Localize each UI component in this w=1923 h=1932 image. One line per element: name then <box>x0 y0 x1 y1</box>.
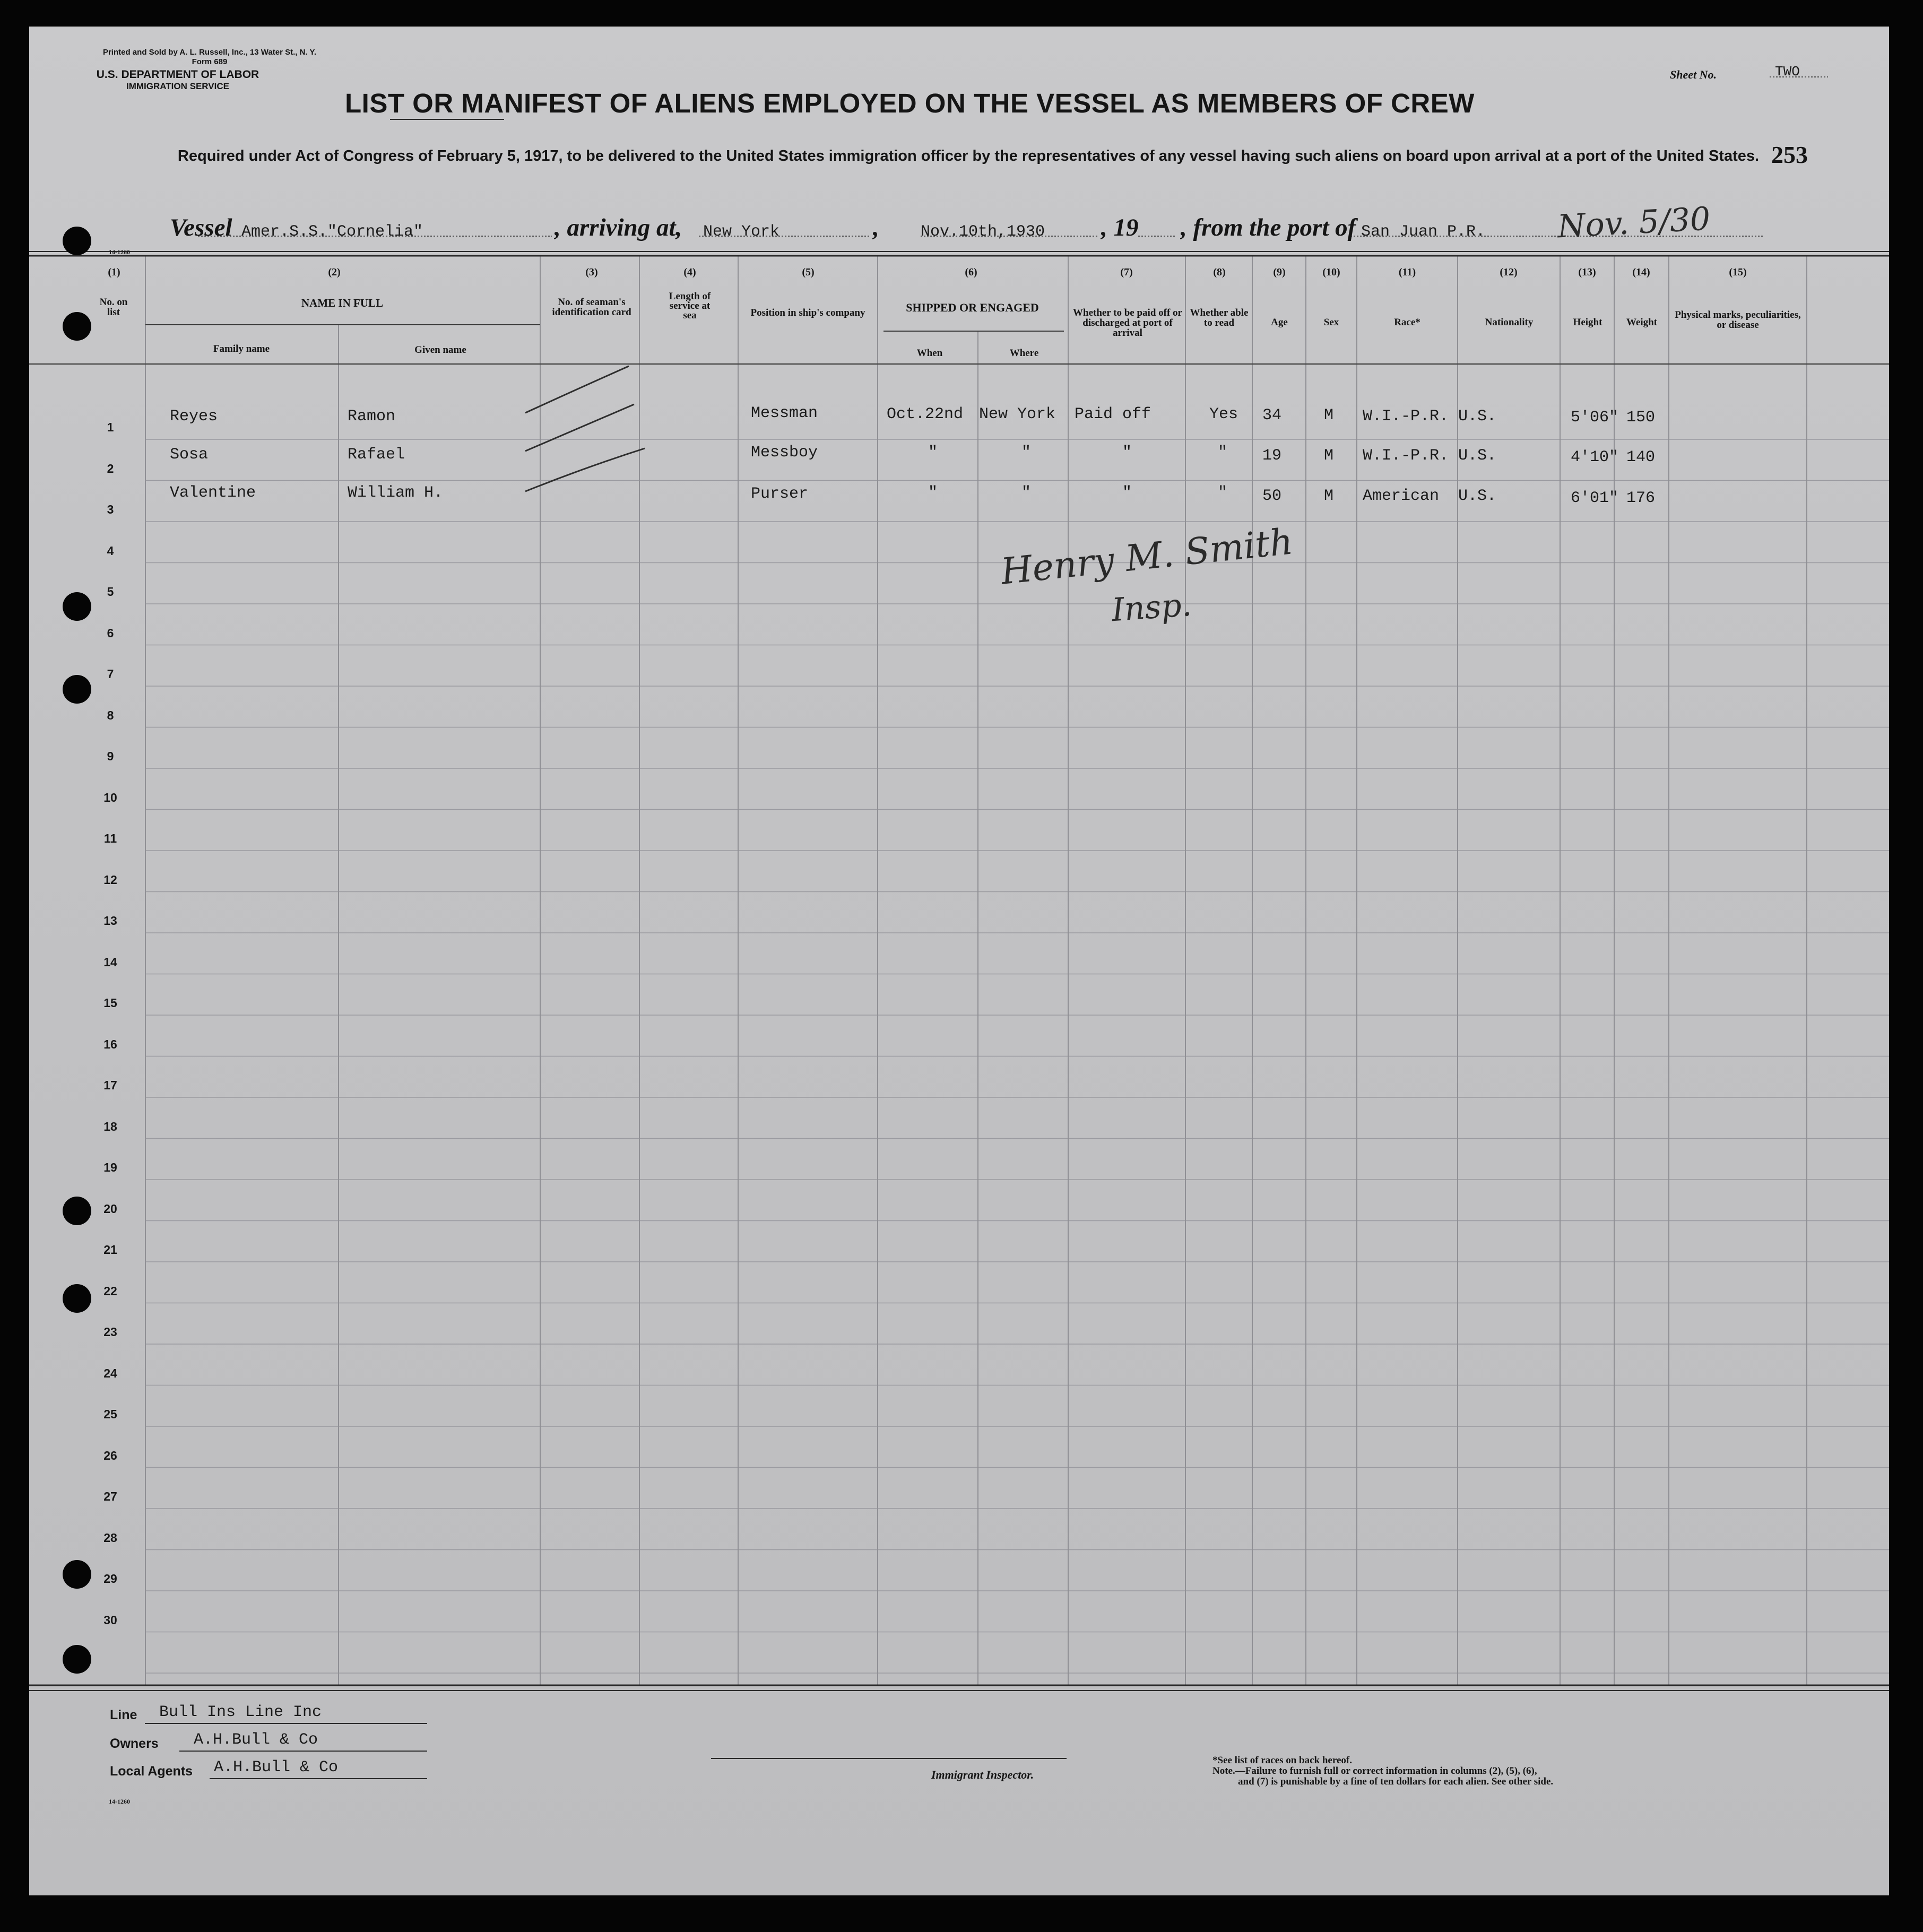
race: W.I.-P.R. <box>1363 408 1449 426</box>
given-name: Rafael <box>348 446 405 464</box>
age: 50 <box>1262 487 1282 505</box>
col4-header: Length of service at sea <box>669 291 711 321</box>
row-number-26: 26 <box>103 1448 117 1462</box>
able-to-read: " <box>1218 444 1228 462</box>
row-number-15: 15 <box>103 996 117 1010</box>
footnote-races: *See list of races on back hereof. <box>1212 1755 1352 1766</box>
vessel-value: Amer.S.S."Cornelia" <box>241 223 423 241</box>
binder-hole <box>63 592 91 621</box>
col3-header: No. of seaman's identification card <box>552 297 631 318</box>
col12-header: Nationality <box>1485 317 1534 328</box>
race: American <box>1363 487 1440 505</box>
col6-header: SHIPPED OR ENGAGED <box>906 301 1039 314</box>
binder-hole <box>63 675 91 704</box>
row-number-3: 3 <box>107 503 114 516</box>
paid-off: " <box>1122 444 1132 462</box>
family-name: Reyes <box>170 408 218 426</box>
col15-number: (15) <box>1729 266 1747 278</box>
col11-header: Race* <box>1394 317 1420 328</box>
col7-number: (7) <box>1120 266 1133 278</box>
row-number-27: 27 <box>103 1489 117 1503</box>
row-number-6: 6 <box>107 626 114 640</box>
position: Messboy <box>751 444 818 462</box>
col1-number: (1) <box>108 266 120 278</box>
row-number-7: 7 <box>107 667 114 681</box>
col13-header: Height <box>1573 317 1602 328</box>
row-number-5: 5 <box>107 585 114 599</box>
col3-number: (3) <box>585 266 598 278</box>
shipped-when: " <box>928 484 938 502</box>
able-to-read: " <box>1218 484 1228 502</box>
line-value: Bull Ins Line Inc <box>159 1703 322 1721</box>
vessel-label: Vessel <box>170 214 232 241</box>
arriving-value: New York <box>703 223 780 241</box>
manifest-sheet: Printed and Sold by A. L. Russell, Inc., 13 Water St., N. Y. Form 689 U.S. DEPARTMENT OF LABOR IMMIGRATION SERVICE LIST OR MANIFEST OF ALIENS EMPLOYED ON THE VESSEL AS MEMBERS OF CREW Required under Act of Congress of February 5, 1917, to be delivered to the United States immigration officer by the representatives of any vessel having such aliens on board upon arrival at a port of the United States. Sheet No. TWO 253 14-1260 Vessel Amer.S.S."Cornelia" , arriving at, New York , Nov.10th,1930 , 19 , from the port of San Juan P.R. Nov. 5/30 (1) (2) (3) (4) (5) (6) (7) (8) (9) (10) (11) (12) (13) (14) (15) No. on list NAME IN FULL Family name Given name No. of seaman's identification card Length of service at sea Position in ship's company SHIPPED OR ENGAGED When Where Whether to be paid off or discharged at port of arrival Whether able to read Age Sex Race* Nationality Height Weight Physical marks, peculiarities, or disease 1 2 3 4 5 6 7 8 9 10 11 12 13 14 15 16 17 18 19 20 21 22 23 24 25 26 27 28 29 30 Reyes Ramon Messman Oct.22nd New York Paid off Yes 34 M W.I.-P.R. U.S. 5'06" 150 Sosa Rafael Messboy " " " " 19 M W.I.-P.R. U.S. 4'10" 140 Valentine William H. Purser " " " " 50 M American U.S. 6'01" 176 Henry M. Smith Insp. Line Bull Ins Line Inc Owners A.H.Bull & Co Local Agents A.H.Bull & Co 14-1260 Immigrant Inspector. *See list of races on back hereof. Note.—Failure to furnish full or correct information in columns (2), (5), (6), and (7) is punishable by a fine of ten dollars for each alien. See other side. <box>29 27 1889 1895</box>
given-name: William H. <box>348 484 444 502</box>
binder-hole <box>63 1197 91 1225</box>
line-label: Line <box>110 1708 137 1722</box>
weight: 176 <box>1626 489 1656 507</box>
height: 6'01" <box>1571 489 1619 507</box>
row-number-28: 28 <box>103 1530 117 1545</box>
row-number-11: 11 <box>103 831 117 845</box>
shipped-where: New York <box>979 405 1056 423</box>
weight: 150 <box>1626 409 1656 427</box>
form-code: 14-1260 <box>109 248 130 256</box>
given-name: Ramon <box>348 408 396 426</box>
col13-number: (13) <box>1578 266 1596 278</box>
col4-number: (4) <box>683 266 696 278</box>
department-name: U.S. DEPARTMENT OF LABOR <box>96 68 259 81</box>
when-header: When <box>916 348 943 359</box>
footnotes <box>1212 1755 1553 1787</box>
row-number-14: 14 <box>103 955 117 969</box>
family-name: Valentine <box>170 484 256 502</box>
row-number-20: 20 <box>103 1201 117 1216</box>
arriving-label: , arriving at, <box>555 214 682 241</box>
nationality: U.S. <box>1458 447 1497 465</box>
binder-hole <box>63 1560 91 1589</box>
col11-number: (11) <box>1398 266 1416 278</box>
sex: M <box>1324 487 1334 505</box>
col6-number: (6) <box>965 266 977 278</box>
row-number-4: 4 <box>107 543 114 558</box>
printer-line: Printed and Sold by A. L. Russell, Inc., 13 Water St., N. Y. <box>102 48 317 57</box>
binder-hole <box>63 227 91 255</box>
sex: M <box>1324 447 1334 465</box>
col8-header: Whether able to read <box>1190 307 1249 328</box>
race: W.I.-P.R. <box>1363 447 1449 465</box>
nationality: U.S. <box>1458 408 1497 426</box>
row-number-1: 1 <box>107 420 114 434</box>
height: 5'06" <box>1571 409 1619 427</box>
inspector-signature-title: Insp. <box>1110 586 1193 629</box>
column3-ticks <box>525 366 645 491</box>
printer-imprint <box>88 48 332 67</box>
form-number: Form 689 <box>192 57 228 66</box>
row-number-30: 30 <box>103 1613 117 1627</box>
sheet-number-value: TWO <box>1775 64 1800 80</box>
row-number-13: 13 <box>103 914 117 928</box>
col14-header: Weight <box>1626 317 1658 328</box>
where-header: Where <box>1009 348 1039 359</box>
sheet-number-label: Sheet No. <box>1670 68 1717 81</box>
weight: 140 <box>1626 448 1656 466</box>
shipped-when: " <box>928 444 938 462</box>
row-number-21: 21 <box>103 1243 117 1257</box>
footnote-penalty-1: Note.—Failure to furnish full or correct information in columns (2), (5), (6), <box>1212 1765 1537 1777</box>
family-name-header: Family name <box>213 343 270 354</box>
family-name: Sosa <box>170 446 209 464</box>
col2-number: (2) <box>328 266 341 278</box>
col5-header: Position in ship's company <box>750 307 865 318</box>
from-port-label: , from the port of <box>1181 214 1356 241</box>
inspector-signature: Henry M. Smith <box>999 521 1295 593</box>
given-name-header: Given name <box>414 344 466 356</box>
page-subtitle: Required under Act of Congress of February 5, 1917, to be delivered to the United States immigration officer by the representatives of any vessel having such aliens on board upon arrival at a port of the United States. <box>177 148 1760 164</box>
footer-form-code: 14-1260 <box>109 1798 130 1805</box>
col5-number: (5) <box>802 266 815 278</box>
year-label: , 19 <box>1101 214 1139 241</box>
col10-number: (10) <box>1322 266 1340 278</box>
binder-hole <box>63 1645 91 1674</box>
row-number-24: 24 <box>103 1366 117 1380</box>
col12-number: (12) <box>1500 266 1518 278</box>
paid-off: Paid off <box>1075 405 1151 423</box>
row-number-18: 18 <box>103 1119 117 1133</box>
height: 4'10" <box>1571 448 1619 466</box>
col9-number: (9) <box>1273 266 1286 278</box>
row-number-9: 9 <box>107 749 114 763</box>
row-number-16: 16 <box>103 1037 117 1051</box>
row-number-8: 8 <box>107 708 114 722</box>
local-agents-label: Local Agents <box>110 1764 193 1779</box>
row-number-10: 10 <box>103 790 117 804</box>
owners-value: A.H.Bull & Co <box>194 1731 318 1749</box>
owners-label: Owners <box>110 1736 159 1751</box>
immigrant-inspector-label: Immigrant Inspector. <box>931 1768 1034 1781</box>
row-number-23: 23 <box>103 1325 117 1339</box>
from-port-value: San Juan P.R. <box>1361 223 1486 241</box>
col10-header: Sex <box>1323 317 1339 328</box>
shipped-where: " <box>1021 484 1032 502</box>
local-agents-value: A.H.Bull & Co <box>214 1758 339 1777</box>
arrival-date: Nov.10th,1930 <box>921 223 1045 241</box>
col7-header: Whether to be paid off or discharged at port of arrival <box>1073 307 1182 339</box>
sex: M <box>1324 406 1334 424</box>
row-number-22: 22 <box>103 1284 117 1298</box>
row-number-19: 19 <box>103 1160 117 1174</box>
col9-header: Age <box>1271 317 1288 328</box>
row-number-2: 2 <box>107 461 114 475</box>
row-number-17: 17 <box>103 1078 117 1092</box>
col15-header: Physical marks, peculiarities, or disease <box>1675 309 1801 331</box>
page-number: 253 <box>1771 141 1808 168</box>
row-number-29: 29 <box>103 1572 117 1586</box>
row-number-25: 25 <box>103 1407 117 1421</box>
handwritten-date: Nov. 5/30 <box>1556 200 1711 246</box>
nationality: U.S. <box>1458 487 1497 505</box>
col2-header: NAME IN FULL <box>301 297 383 309</box>
position: Purser <box>751 485 809 503</box>
binder-hole <box>63 312 91 341</box>
able-to-read: Yes <box>1209 405 1238 423</box>
department-block <box>88 69 268 92</box>
position: Messman <box>751 404 818 422</box>
row-number-12: 12 <box>103 872 117 887</box>
paid-off: " <box>1122 484 1132 502</box>
footnote-penalty-2: and (7) is punishable by a fine of ten dollars for each alien. See other side. <box>1238 1776 1554 1787</box>
col1-header: No. on list <box>99 297 128 318</box>
binder-hole <box>63 1284 91 1313</box>
col8-number: (8) <box>1213 266 1226 278</box>
service-name: IMMIGRATION SERVICE <box>126 81 229 91</box>
shipped-where: " <box>1021 444 1032 462</box>
col14-number: (14) <box>1632 266 1650 278</box>
age: 19 <box>1262 447 1282 465</box>
age: 34 <box>1262 406 1282 424</box>
page-title: LIST OR MANIFEST OF ALIENS EMPLOYED ON THE VESSEL AS MEMBERS OF CREW <box>345 88 1475 118</box>
shipped-when: Oct.22nd <box>887 405 964 423</box>
